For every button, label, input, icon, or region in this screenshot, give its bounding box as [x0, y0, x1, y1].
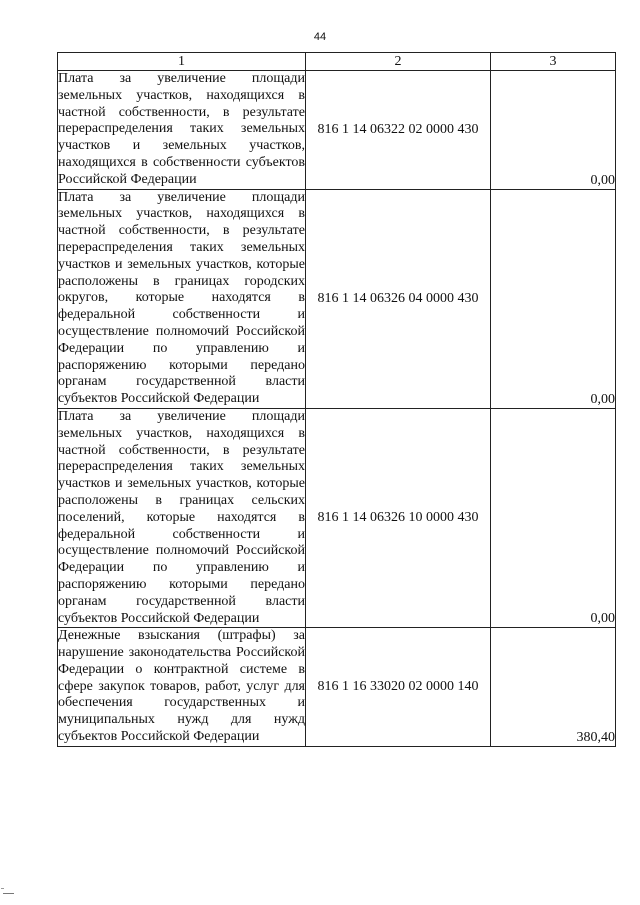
table-header-row — [58, 53, 616, 71]
row-amount: 380,40 — [491, 628, 616, 747]
row-code: 816 1 16 33020 02 0000 140 — [306, 628, 491, 747]
column-header-3: 3 — [491, 53, 616, 71]
row-description: Плата за увеличение площади земельных участков, находящихся в частной собственности, в результате перераспределения таких земельных участков и земельных участков, находящихся в собственности субъектов Российской Федерации — [58, 71, 306, 190]
row-amount: 0,00 — [491, 71, 616, 190]
scan-artifact — [1, 888, 4, 889]
table-row — [58, 189, 616, 408]
table-row — [58, 71, 616, 190]
row-code: 816 1 14 06322 02 0000 430 — [306, 71, 491, 190]
row-code: 816 1 14 06326 10 0000 430 — [306, 408, 491, 627]
revenue-table — [57, 52, 616, 747]
row-description: Денежные взыскания (штрафы) за нарушение законодательства Российской Федерации о контрактной системе в сфере закупок товаров, работ, услуг для обеспечения государственных и муниципальных нужд для нужд субъектов Российской Федерации — [58, 628, 306, 747]
row-amount: 0,00 — [491, 408, 616, 627]
scan-artifact — [3, 893, 14, 894]
row-description: Плата за увеличение площади земельных участков, находящихся в частной собственности, в результате перераспределения таких земельных участков и земельных участков, которые расположены в границах сельских поселений, которые находятся в федеральной собственности и осуществление полномочий Российской Федерации по управлению и распоряжению которыми передано органам государственной власти субъектов Российской Федерации — [58, 408, 306, 627]
row-code: 816 1 14 06326 04 0000 430 — [306, 189, 491, 408]
row-description: Плата за увеличение площади земельных участков, находящихся в частной собственности, в результате перераспределения таких земельных участков и земельных участков, которые расположены в границах городских округов, которые находятся в федеральной собственности и осуществление полномочий Российской Федерации по управлению и распоряжению которыми передано органам государственной власти субъектов Российской Федерации — [58, 189, 306, 408]
table-row — [58, 408, 616, 627]
column-header-2: 2 — [306, 53, 491, 71]
table-row — [58, 628, 616, 747]
page-number: 44 — [313, 31, 327, 43]
column-header-1: 1 — [58, 53, 306, 71]
row-amount: 0,00 — [491, 189, 616, 408]
